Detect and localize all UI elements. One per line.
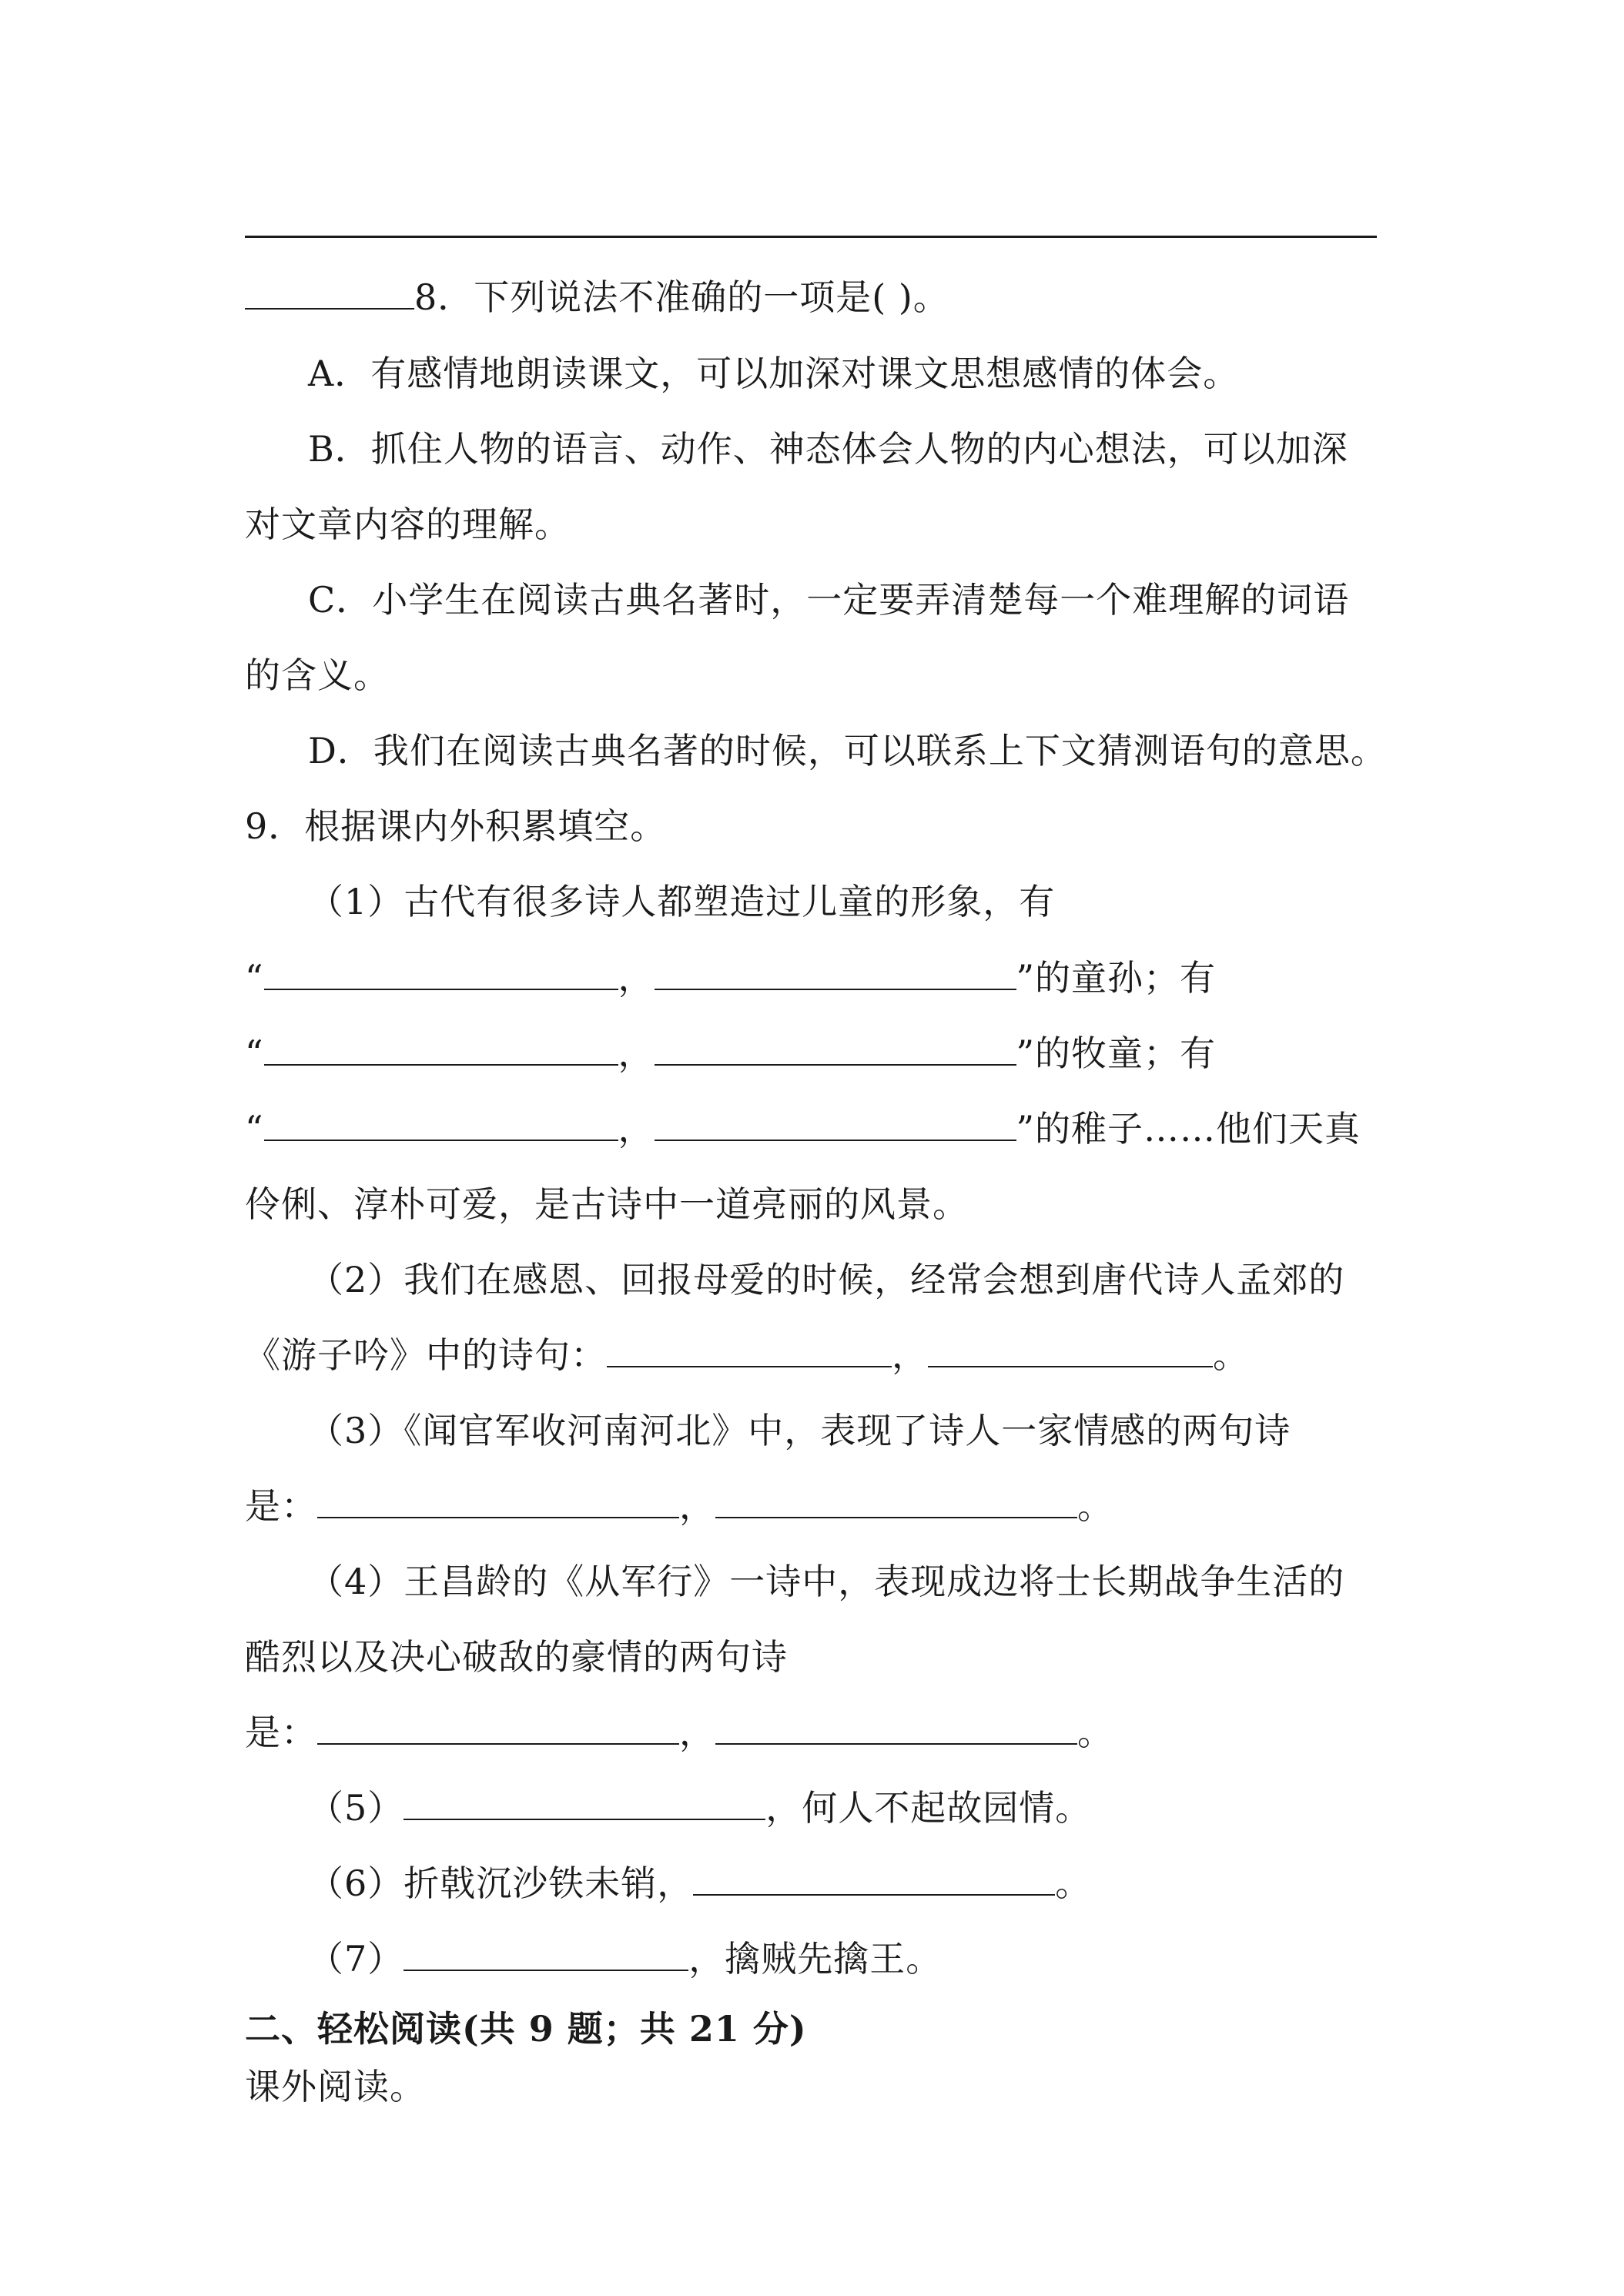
q8-option-b-cont: 对文章内容的理解。 [245,504,571,545]
shi-label: 是： [245,1485,317,1527]
q9-stem: 9．根据课内外积累填空。 [245,805,667,847]
period: 。 [1213,1334,1249,1376]
comma: ， [618,1108,655,1150]
q9-p5-end: ，何人不起故园情。 [765,1787,1092,1829]
q9-p1-intro: （1）古代有很多诗人都塑造过儿童的形象，有 [308,881,1056,922]
section2-heading: 二、轻松阅读(共 9 题；共 21 分) [245,2008,807,2050]
answer-blank[interactable] [607,1332,892,1367]
q9-p6 [308,1860,1091,1906]
answer-blank[interactable] [693,1860,1055,1896]
answer-blank[interactable] [715,1483,1077,1518]
q9-p1-line-a [245,955,1216,1001]
answer-blank[interactable] [264,955,618,990]
q9-p1-line-b [245,1030,1216,1076]
q8-stem: 8．下列说法不准确的一项是( )。 [414,276,949,318]
answer-line[interactable] [245,236,1377,238]
q9-p7-num: （7） [308,1938,404,1980]
period: 。 [1077,1712,1113,1753]
open-quote: “ [245,1033,264,1074]
q9-p7-end: ，擒贼先擒王。 [688,1938,943,1980]
answer-blank[interactable] [655,1030,1016,1066]
answer-blank[interactable] [264,1106,618,1141]
q9-p1-b-end: ”的牧童；有 [1016,1033,1217,1074]
answer-blank[interactable] [317,1709,679,1745]
answer-blank[interactable] [715,1709,1077,1745]
q9-p2-prefix: 《游子吟》中的诗句： [245,1334,607,1376]
q8-option-b: B．抓住人物的语言、动作、神态体会人物的内心想法，可以加深 [308,428,1348,470]
q8-stem-line [245,274,949,320]
shi-label: 是： [245,1712,317,1753]
comma: ， [618,1033,655,1074]
q9-p4-line2: 酷烈以及决心破敌的豪情的两句诗 [245,1636,788,1678]
comma: ， [892,1334,928,1376]
comma: ， [618,957,655,999]
period: 。 [1055,1863,1092,1904]
q8-option-c: C．小学生在阅读古典名著时，一定要弄清楚每一个难理解的词语 [308,579,1350,621]
comma: ， [679,1485,715,1527]
q9-p4-line3 [245,1709,1113,1755]
q9-p5-num: （5） [308,1787,404,1829]
open-quote: “ [245,1108,264,1150]
open-quote: “ [245,957,264,999]
comma: ， [679,1712,715,1753]
q9-p1-tail: 伶俐、淳朴可爱，是古诗中一道亮丽的风景。 [245,1183,969,1225]
q8-option-a: A．有感情地朗读课文，可以加深对课文思想感情的体会。 [308,353,1240,394]
section2-sub: 课外阅读。 [245,2066,426,2107]
q9-p4-line1: （4）王昌龄的《从军行》一诗中，表现成边将士长期战争生活的 [308,1561,1345,1602]
answer-blank[interactable] [245,274,414,310]
q9-p1-c-end: ”的稚子……他们天真 [1016,1108,1361,1150]
answer-blank[interactable] [403,1936,688,1971]
q9-p5 [308,1785,1091,1831]
answer-blank[interactable] [928,1332,1213,1367]
q8-option-c-cont: 的含义。 [245,654,390,696]
q9-p1-a-end: ”的童孙；有 [1016,957,1217,999]
q9-p2-line2 [245,1332,1249,1378]
q9-p2-line1: （2）我们在感恩、回报母爱的时候，经常会想到唐代诗人孟郊的 [308,1259,1345,1300]
answer-blank[interactable] [655,955,1016,990]
q9-p1-line-c [245,1106,1361,1152]
period: 。 [1077,1485,1113,1527]
answer-blank[interactable] [403,1785,765,1820]
q9-p3-line1: （3）《闻官军收河南河北》中，表现了诗人一家情感的两句诗 [308,1410,1291,1451]
q9-p3-line2 [245,1483,1113,1529]
q9-p6-start: （6）折戟沉沙铁未销， [308,1863,694,1904]
answer-blank[interactable] [264,1030,618,1066]
answer-blank[interactable] [655,1106,1016,1141]
q8-option-d: D．我们在阅读古典名著的时候，可以联系上下文猜测语句的意思。 [308,730,1387,771]
q9-p7 [308,1936,942,1982]
answer-blank[interactable] [317,1483,679,1518]
